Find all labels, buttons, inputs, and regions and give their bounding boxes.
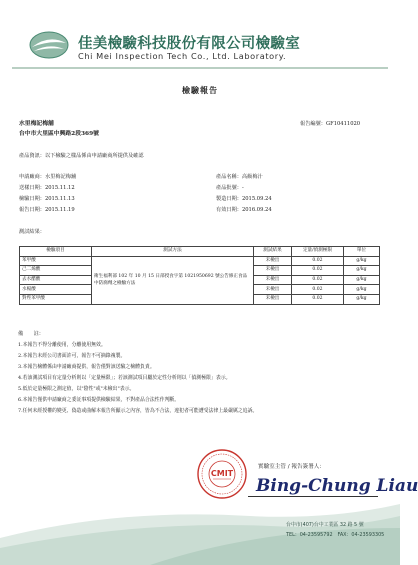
signature: Bing-Chung Liau (256, 476, 418, 496)
applicant-value: 水里梅記梅舖 (44, 174, 77, 180)
row-result: 未檢出 (254, 256, 292, 266)
report-date (19, 206, 75, 213)
test-date-label: 檢驗日期： (19, 196, 45, 202)
row-item: 水楊酸 (20, 285, 92, 295)
applicant (19, 173, 76, 180)
product-info: 產品資訊：以下檢驗之樣品係由申請廠商所提供及確認 (19, 153, 144, 159)
manufacture-date-value: 2015.09.24 (241, 196, 272, 202)
row-limit: 0.02 (292, 285, 344, 295)
row-result: 未檢出 (254, 294, 292, 304)
report-number-value: GF10411020 (325, 121, 361, 127)
header-divider (12, 67, 388, 69)
batch-number-value: - (241, 185, 244, 191)
note-item: 3.本報告檢體係由申請廠商提供，報告僅對該送驗之檢體負責。 (18, 364, 155, 370)
header-result: 測試結果 (254, 247, 292, 257)
header-item: 檢驗項目 (20, 247, 92, 257)
product-name-value: 高級梅汁 (241, 174, 263, 180)
expiry-date-value: 2016.09.24 (241, 207, 272, 213)
report-date-label: 報告日期： (19, 207, 45, 213)
row-result: 未檢出 (254, 275, 292, 285)
report-number-label: 報告編號： (300, 121, 326, 127)
row-item: 己二烯酸 (20, 266, 92, 276)
note-item: 7.任何未經授權的變更、偽造或曲解本報告所顯示之內容，皆為不合法，違犯者可能遭受法律上最嚴厲之追訴。 (18, 408, 258, 414)
note-item: 6.本報告僅供申請廠商之委託事項提供檢驗結果，不對產品合法性作判斷。 (18, 397, 180, 403)
test-method: 衛生福利部 102 年 10 月 15 日部授食字第 1021950692 號公告修正食品中防腐劑之檢驗方法 (92, 256, 254, 304)
company-name-zh: 佳美檢驗科技股份有限公司檢驗室 (78, 36, 300, 52)
batch-number (216, 184, 244, 191)
footer-address: 台中市(407)台中工業區 32 路 5 號 (286, 522, 364, 528)
expiry-date (216, 206, 272, 213)
row-unit: g/kg (344, 275, 380, 285)
note-item: 2.本報告未經公司書面許可，報告不可摘錄複製。 (18, 353, 126, 359)
manufacture-date-label: 製造日期： (216, 196, 242, 202)
signatory-label: 實驗室主管 / 報告簽署人： (258, 464, 325, 470)
row-unit: g/kg (344, 294, 380, 304)
header-limit: 定量/偵測極限 (292, 247, 344, 257)
footer-phone: TEL：04-23595792 FAX：04-23593305 (286, 532, 385, 538)
stamp-text: CMIT (210, 469, 234, 478)
product-name (216, 173, 263, 180)
report-date-value: 2015.11.19 (44, 207, 75, 213)
row-limit: 0.02 (292, 294, 344, 304)
company-logo (28, 30, 70, 60)
row-item: 對羥苯甲酸 (20, 294, 92, 304)
row-limit: 0.02 (292, 275, 344, 285)
report-number (300, 120, 360, 127)
received-date-label: 送樣日期： (19, 185, 45, 191)
row-unit: g/kg (344, 266, 380, 276)
header-method: 測試方法 (92, 247, 254, 257)
row-item: 去水醋酸 (20, 275, 92, 285)
row-unit: g/kg (344, 285, 380, 295)
company-name-en: Chi Mei Inspection Tech Co., Ltd. Laboratory. (78, 51, 287, 61)
received-date (19, 184, 75, 191)
applicant-label: 申請廠商： (19, 174, 45, 180)
results-header-row (20, 247, 380, 257)
row-limit: 0.02 (292, 256, 344, 266)
signature-line (248, 496, 378, 497)
manufacture-date (216, 195, 272, 202)
report-title: 檢驗報告 (182, 85, 218, 95)
client-address: 台中市大里區中興路2段369號 (19, 131, 99, 137)
row-result: 未檢出 (254, 285, 292, 295)
note-item: 4.若該測試項目有定量分析則以「定量極限」；若該測試項目屬於定性分析則以「偵測極限」表示。 (18, 375, 231, 381)
batch-number-label: 產品批號： (216, 185, 242, 191)
row-limit: 0.02 (292, 266, 344, 276)
header-unit: 單位 (344, 247, 380, 257)
test-date (19, 195, 75, 202)
results-table (19, 246, 380, 305)
row-unit: g/kg (344, 256, 380, 266)
product-name-label: 產品名稱： (216, 174, 242, 180)
table-row (20, 256, 380, 266)
cmit-seal-icon (196, 448, 248, 500)
client-name: 水里梅記梅舖 (19, 121, 54, 127)
notes-title: 備 註： (18, 331, 44, 337)
note-item: 1.本報告不得分離使用，分離使用無效。 (18, 342, 106, 348)
note-item: 5.低於定量極限之測定值，以"陰性"或"未檢出"表示。 (18, 386, 135, 392)
results-label: 測試結果： (19, 229, 45, 235)
expiry-date-label: 有效日期： (216, 207, 242, 213)
row-result: 未檢出 (254, 266, 292, 276)
received-date-value: 2015.11.12 (44, 185, 75, 191)
row-item: 苯甲酸 (20, 256, 92, 266)
test-date-value: 2015.11.13 (44, 196, 75, 202)
